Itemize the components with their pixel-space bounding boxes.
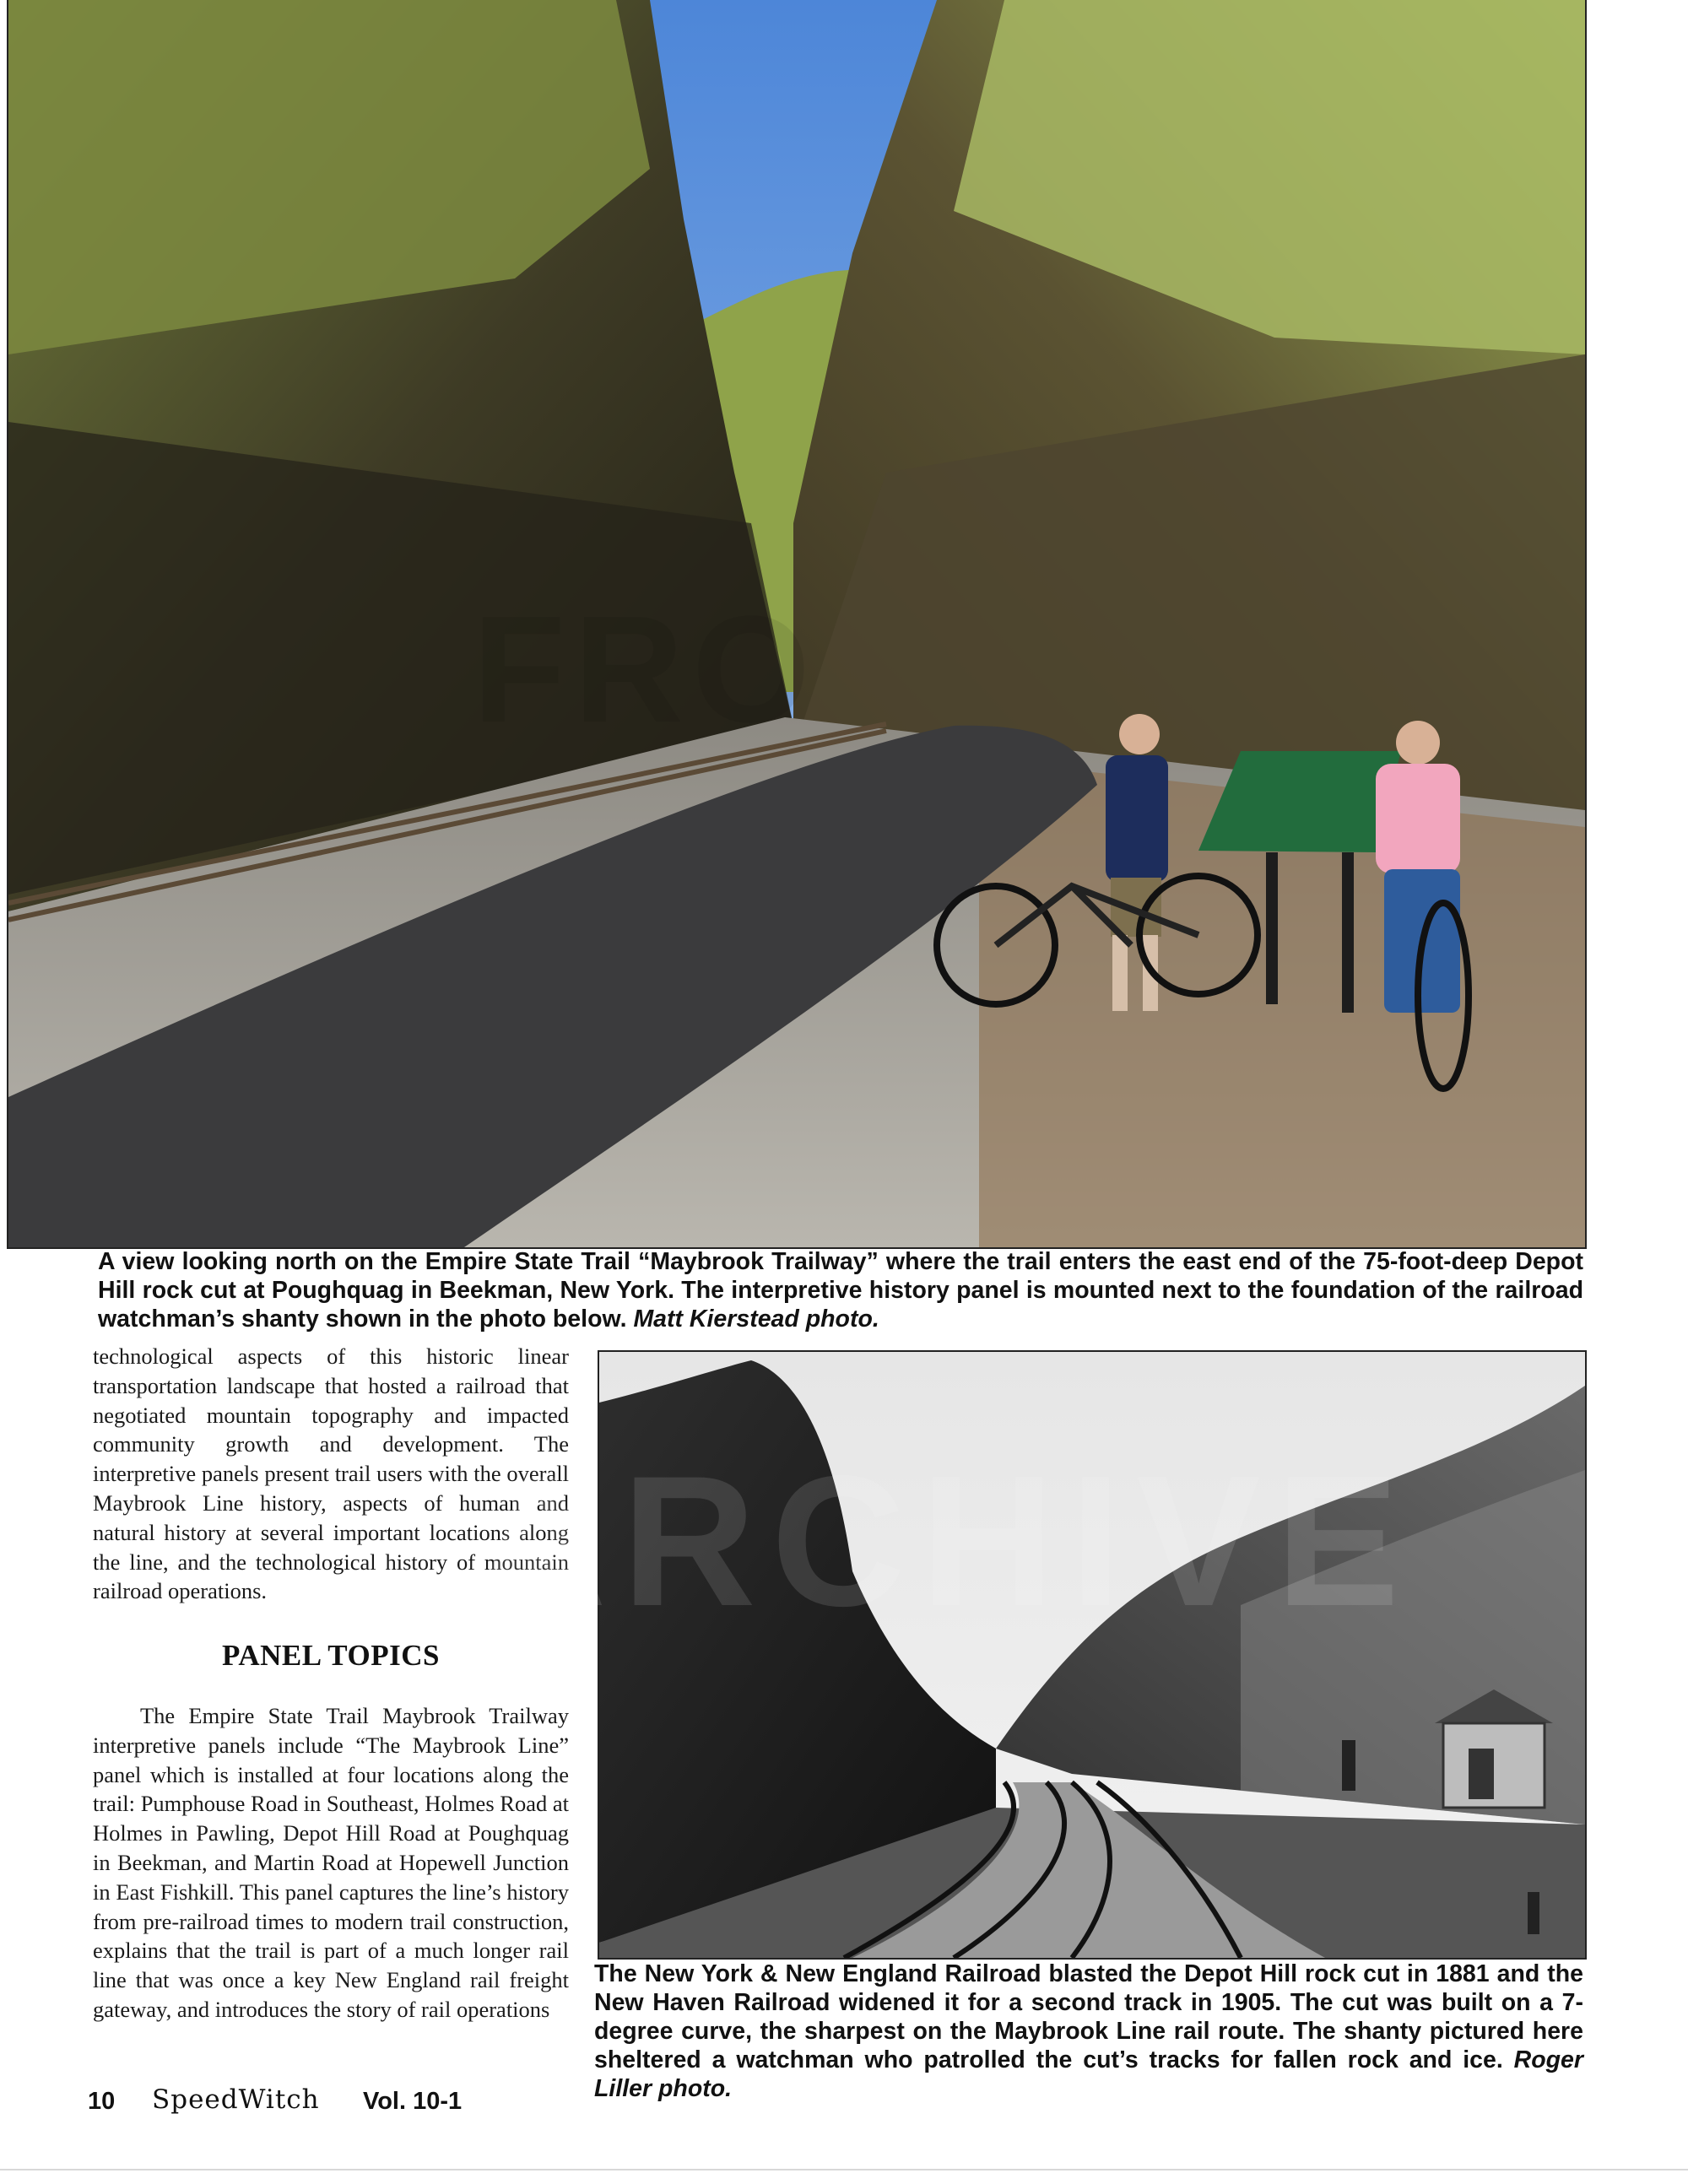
top-photo-credit: Matt Kierstead photo. <box>633 1306 879 1333</box>
historic-rock-cut-image <box>599 1352 1585 1958</box>
bottom-photo-caption <box>594 1960 1583 2103</box>
bottom-caption-text: The New York & New England Railroad blasted the Depot Hill rock cut in 1881 and the New Haven Railroad widened it for a second track in 1905. The cut was built on a 7-degree curve, the sharpest on the Maybrook Line rail route. The shanty pictured here sheltered a watchman who patrolled the cut’s tracks for fallen rock and ice. <box>594 1960 1583 2073</box>
top-photo <box>7 0 1587 1249</box>
page-number: 10 <box>88 2088 116 2115</box>
bottom-photo <box>598 1350 1587 1960</box>
page-bottom-rule <box>0 2169 1688 2170</box>
section-heading: PANEL TOPICS <box>222 1639 440 1672</box>
top-photo-caption <box>98 1247 1583 1333</box>
article-column-bottom <box>93 1701 569 2025</box>
volume-number: Vol. 10-1 <box>363 2088 463 2115</box>
magazine-name: SpeedWitch <box>152 2084 320 2115</box>
bottom-photo-credit: Roger Liller photo. <box>594 2046 1583 2102</box>
article-paragraph: technological aspects of this historic linear transportation landscape that hosted a railroad that negotiated mountain topography and impacted community growth and development. The interpretive panels present trail users with the overall Maybrook Line history, aspects of human and natural history at several important locations along the line, and the technological history of mountain railroad operations. <box>93 1343 569 1604</box>
article-paragraph: The Empire State Trail Maybrook Trailway interpretive panels include “The Maybrook Line” panel which is installed at four locations along the trail: Pumphouse Road in Southeast, Holmes Road at Holmes in Pawling, Depot Hill Road at Poughquag in Beekman, and Martin Road at Hopewell Junction in East Fishkill. This panel captures the line’s history from pre-railroad times to modern trail construction, explains that the trail is part of a much longer rail line that was once a key New England rail freight gateway, and introduces the story of rail operations <box>93 1703 569 2022</box>
trail-rock-cut-image <box>8 0 1585 1247</box>
article-column-top <box>93 1342 569 1606</box>
top-caption-text: A view looking north on the Empire State Trail “Maybrook Trailway” where the trail enters the east end of the 75-foot-deep Depot Hill rock cut at Poughquag in Beekman, New York. The interpretive history panel is mounted next to the foundation of the railroad watchman’s shanty shown in the photo below. <box>98 1248 1583 1333</box>
